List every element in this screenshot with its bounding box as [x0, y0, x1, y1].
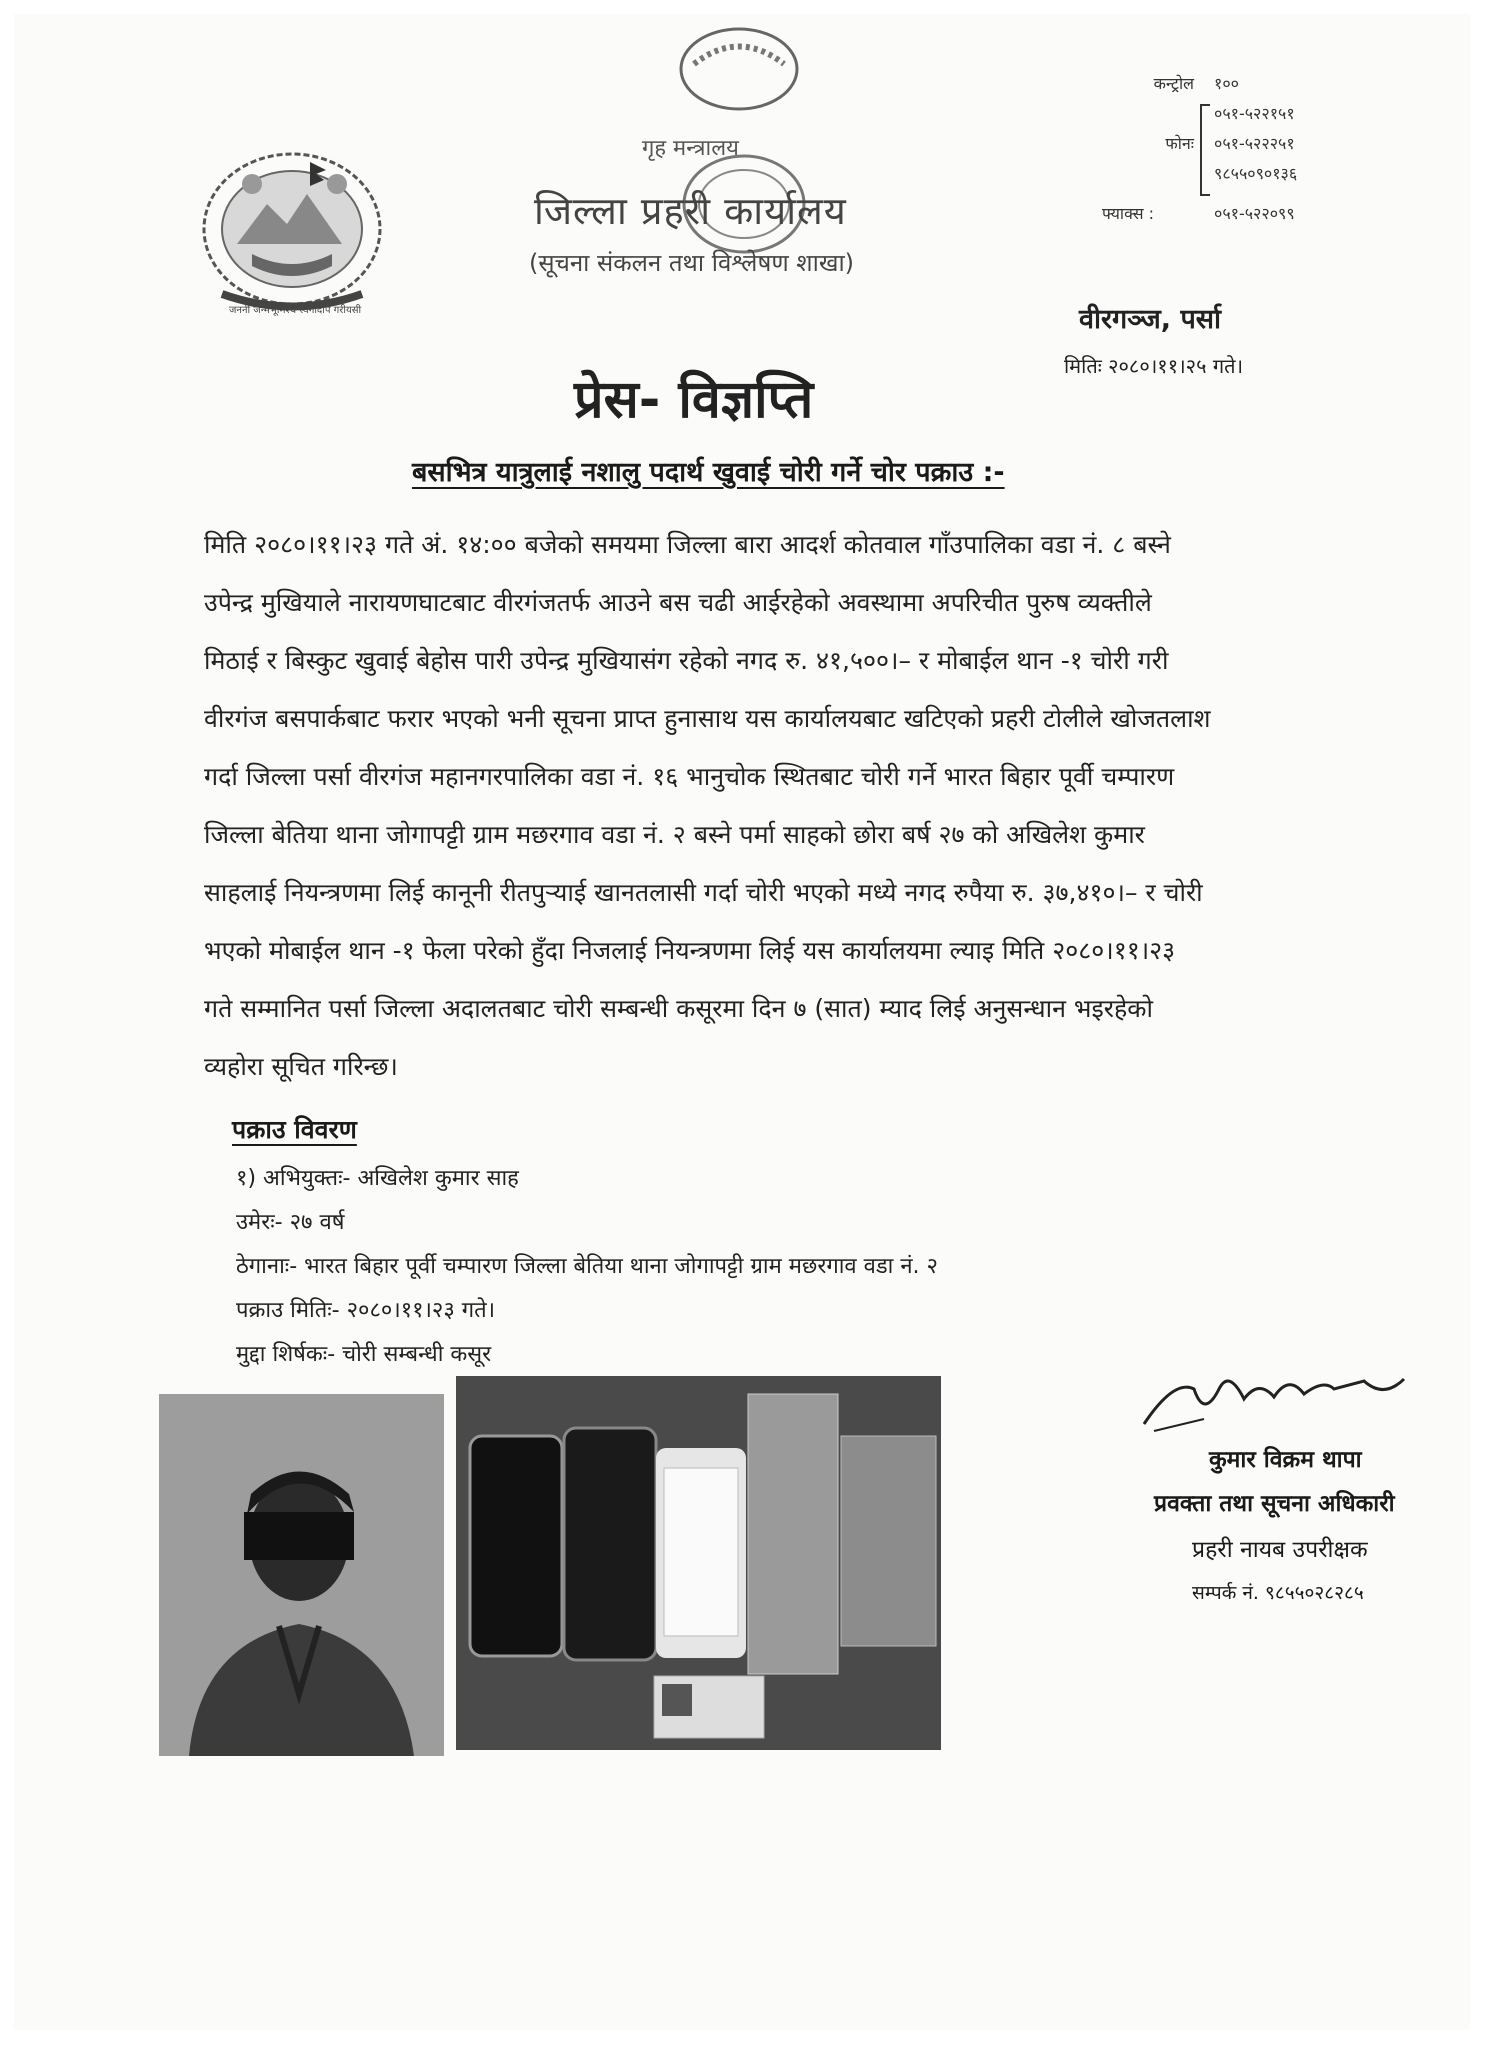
- phone-brace: [1200, 104, 1210, 196]
- phone-value: ०५१-५२२१५१: [1214, 104, 1295, 123]
- body-line: गते सम्मानित पर्सा जिल्ला अदालतबाट चोरी सम्बन्धी कसूरमा दिन ७ (सात) म्याद लिई अनुसन्धान भइरहेको: [204, 994, 1153, 1023]
- signer-name: कुमार विक्रम थापा: [1209, 1447, 1362, 1473]
- signer-rank: प्रहरी नायब उपरीक्षक: [1192, 1537, 1368, 1563]
- body-line: साहलाई नियन्त्रणमा लिई कानूनी रीतपुऱ्याई खानतलासी गर्दा चोरी भएको मध्ये नगद रुपैया रु. ३७,४१०।– र चोरी: [204, 878, 1203, 907]
- accused-photo: [159, 1394, 444, 1756]
- detail-line: ठेगानाः- भारत बिहार पूर्वी चम्पारण जिल्ला बेतिया थाना जोगापट्टी ग्राम मछरगाव वडा नं. २: [236, 1254, 938, 1279]
- document-title: प्रेस- विज्ञप्ति: [574, 370, 814, 430]
- fax-label: फ्याक्स :: [1102, 204, 1154, 223]
- signer-contact: सम्पर्क नं. ९८५५०२८२८५: [1192, 1582, 1364, 1604]
- body-line: उपेन्द्र मुखियाले नारायणघाटबाट वीरगंजतर्फ आउने बस चढी आईरहेको अवस्थामा अपरिचीत पुरुष व्यक्तीले: [204, 588, 1152, 617]
- signature-icon: [1134, 1359, 1414, 1439]
- place-name: वीरगञ्ज, पर्सा: [1079, 304, 1222, 335]
- detail-line: १) अभियुक्तः- अखिलेश कुमार साह: [236, 1166, 519, 1191]
- detail-line: पक्राउ मितिः- २०८०।११।२३ गते।: [236, 1298, 496, 1323]
- signer-role: प्रवक्ता तथा सूचना अधिकारी: [1154, 1491, 1395, 1517]
- detail-line: उमेरः- २७ वर्ष: [236, 1210, 345, 1235]
- body-line: वीरगंज बसपार्कबाट फरार भएको भनी सूचना प्राप्त हुनासाथ यस कार्यालयबाट खटिएको प्रहरी टोलीले खोजतलाश: [204, 704, 1211, 733]
- seized-items-photo: [456, 1376, 941, 1750]
- body-line: जिल्ला बेतिया थाना जोगापट्टी ग्राम मछरगाव वडा नं. २ बस्ने पर्मा साहको छोरा बर्ष २७ को अखिलेश कुमार: [204, 820, 1145, 849]
- detail-line: मुद्दा शिर्षकः- चोरी सम्बन्धी कसूर: [236, 1342, 492, 1367]
- phone-value: ९८५५०९०१३६: [1214, 164, 1298, 183]
- branch-name: (सूचना संकलन तथा विश्लेषण शाखा): [529, 249, 855, 277]
- body-line: मिठाई र बिस्कुट खुवाई बेहोस पारी उपेन्द्र मुखियासंग रहेको नगद रु. ४१,५००।– र मोबाईल थान -१ चोरी गरी: [204, 646, 1169, 675]
- phone-value: ०५१-५२२२५१: [1214, 134, 1295, 153]
- document-subtitle: बसभित्र यात्रुलाई नशालु पदार्थ खुवाई चोरी गर्ने चोर पक्राउ :-: [412, 457, 1005, 488]
- emblem-motto: जननी जन्मभूमिश्च स्वर्गादपि गरीयसी: [229, 305, 362, 316]
- body-line: भएको मोबाईल थान -१ फेला परेको हुँदा निजलाई नियन्त्रणमा लिई यस कार्यालयमा ल्याइ मिति २०८०।११।२३: [204, 936, 1176, 965]
- office-name: जिल्ला प्रहरी कार्यालय: [534, 189, 847, 233]
- control-label: कन्ट्रोल: [1153, 74, 1194, 93]
- nepal-emblem-icon: [192, 144, 392, 324]
- body-paragraph: [204, 516, 1432, 1096]
- ministry-name: गृह मन्त्रालय: [642, 136, 739, 161]
- body-line: मिति २०८०।११।२३ गते अं. १४:०० बजेको समयमा जिल्ला बारा आदर्श कोतवाल गाँउपालिका वडा नं. ८ बस्ने: [204, 530, 1171, 559]
- issue-date: मितिः २०८०।११।२५ गते।: [1064, 354, 1244, 378]
- fax-value: ०५१-५२२०९९: [1214, 204, 1295, 223]
- details-heading: पक्राउ विवरण: [232, 1115, 357, 1144]
- body-line: गर्दा जिल्ला पर्सा वीरगंज महानगरपालिका वडा नं. १६ भानुचोक स्थितबाट चोरी गर्ने भारत बिहार पूर्वी चम्पारण: [204, 762, 1175, 791]
- seized-items-photo-icon: [456, 1376, 941, 1750]
- control-value: १००: [1214, 74, 1239, 93]
- body-line: व्यहोरा सूचित गरिन्छ।: [204, 1052, 398, 1081]
- document-page: [14, 14, 1470, 2030]
- accused-photo-icon: [159, 1394, 444, 1756]
- phone-label: फोनः: [1165, 134, 1194, 153]
